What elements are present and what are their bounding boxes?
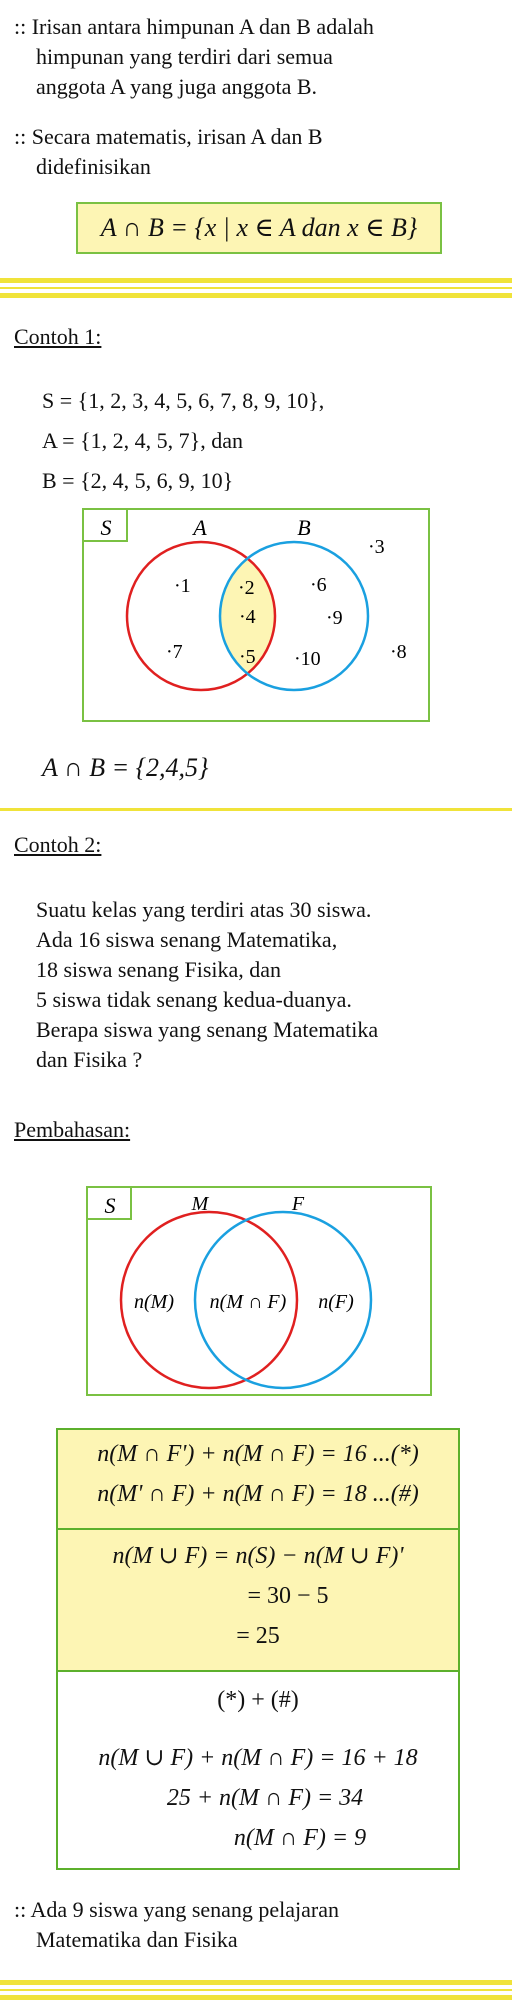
intro-line-1: :: Irisan antara himpunan A dan B adalah — [14, 14, 374, 39]
element-8: ·8 — [390, 641, 407, 663]
venn-diagram-1 — [82, 508, 430, 722]
definition-box: A ∩ B = {x | x ∈ A dan x ∈ B} — [76, 202, 442, 254]
n-m-intersect-f-label: n(M ∩ F) — [209, 1291, 287, 1313]
contoh2-heading: Contoh 2: — [14, 832, 102, 857]
problem-line: Ada 16 siswa senang Matematika, — [36, 927, 338, 952]
separator — [0, 1989, 512, 1991]
element-3: ·3 — [368, 536, 385, 558]
element-2: ·2 — [238, 577, 255, 599]
sum-step-2: 25 + n(M ∩ F) = 34 — [166, 1785, 364, 1811]
sum-step-1: n(M ∪ F) + n(M ∩ F) = 16 + 18 — [98, 1745, 418, 1771]
sum-step-3: n(M ∩ F) = 9 — [233, 1825, 367, 1851]
union-step-2: = 25 — [236, 1623, 280, 1649]
union-formula: n(M ∪ F) = n(S) − n(M ∪ F)' — [112, 1543, 404, 1569]
element-6: ·6 — [310, 574, 327, 596]
equations-section — [58, 1430, 458, 1530]
equation-hash: n(M' ∩ F) + n(M ∩ F) = 18 ...(#) — [97, 1481, 419, 1507]
intro-line-5: didefinisikan — [36, 154, 151, 179]
problem-line: dan Fisika ? — [36, 1047, 143, 1072]
venn-a-label: A — [193, 515, 207, 540]
element-5: ·5 — [239, 646, 256, 668]
venn-f-label: F — [291, 1193, 305, 1215]
conclusion-line-1: :: Ada 9 siswa yang senang pelajaran — [14, 1897, 340, 1922]
intro-line-3: anggota A yang juga anggota B. — [36, 74, 318, 99]
problem-line: Berapa siswa yang senang Matematika — [36, 1017, 379, 1042]
element-7: ·7 — [166, 641, 183, 663]
venn-b-label: B — [297, 515, 311, 540]
problem-line: 5 siswa tidak senang kedua-duanya. — [36, 987, 352, 1012]
sum-section — [58, 1672, 458, 1858]
venn-diagram-2 — [86, 1186, 432, 1396]
calculation-box — [56, 1428, 460, 1870]
contoh1-result: A ∩ B = {2,4,5} — [42, 753, 209, 782]
union-section — [58, 1530, 458, 1672]
element-1: ·1 — [174, 575, 191, 597]
venn-m-label: M — [191, 1193, 209, 1215]
set-b: B = {2, 4, 5, 6, 9, 10} — [42, 468, 234, 493]
union-step-1: = 30 − 5 — [247, 1583, 329, 1609]
sum-title: (*) + (#) — [217, 1687, 299, 1713]
element-4: ·4 — [239, 606, 256, 628]
n-f-label: n(F) — [318, 1291, 354, 1313]
element-9: ·9 — [326, 607, 343, 629]
intro-line-2: himpunan yang terdiri dari semua — [36, 44, 333, 69]
set-s: S = {1, 2, 3, 4, 5, 6, 7, 8, 9, 10}, — [42, 388, 325, 413]
n-m-label: n(M) — [134, 1291, 174, 1313]
pembahasan-heading: Pembahasan: — [14, 1117, 131, 1142]
separator — [0, 278, 512, 283]
equation-star: n(M ∩ F') + n(M ∩ F) = 16 ...(*) — [97, 1441, 419, 1467]
conclusion-line-2: Matematika dan Fisika — [36, 1927, 238, 1952]
problem-line: 18 siswa senang Fisika, dan — [36, 957, 282, 982]
set-a: A = {1, 2, 4, 5, 7}, dan — [42, 428, 243, 453]
intro-line-4: :: Secara matematis, irisan A dan B — [14, 124, 323, 149]
separator — [0, 1980, 512, 1985]
element-10: ·10 — [294, 648, 321, 670]
venn-s-label: S — [104, 1193, 116, 1218]
contoh1-heading: Contoh 1: — [14, 324, 102, 349]
separator — [0, 293, 512, 298]
problem-line: Suatu kelas yang terdiri atas 30 siswa. — [36, 897, 372, 922]
separator — [0, 1995, 512, 2000]
separator — [0, 808, 512, 811]
venn-s-label: S — [100, 515, 112, 540]
separator — [0, 287, 512, 289]
